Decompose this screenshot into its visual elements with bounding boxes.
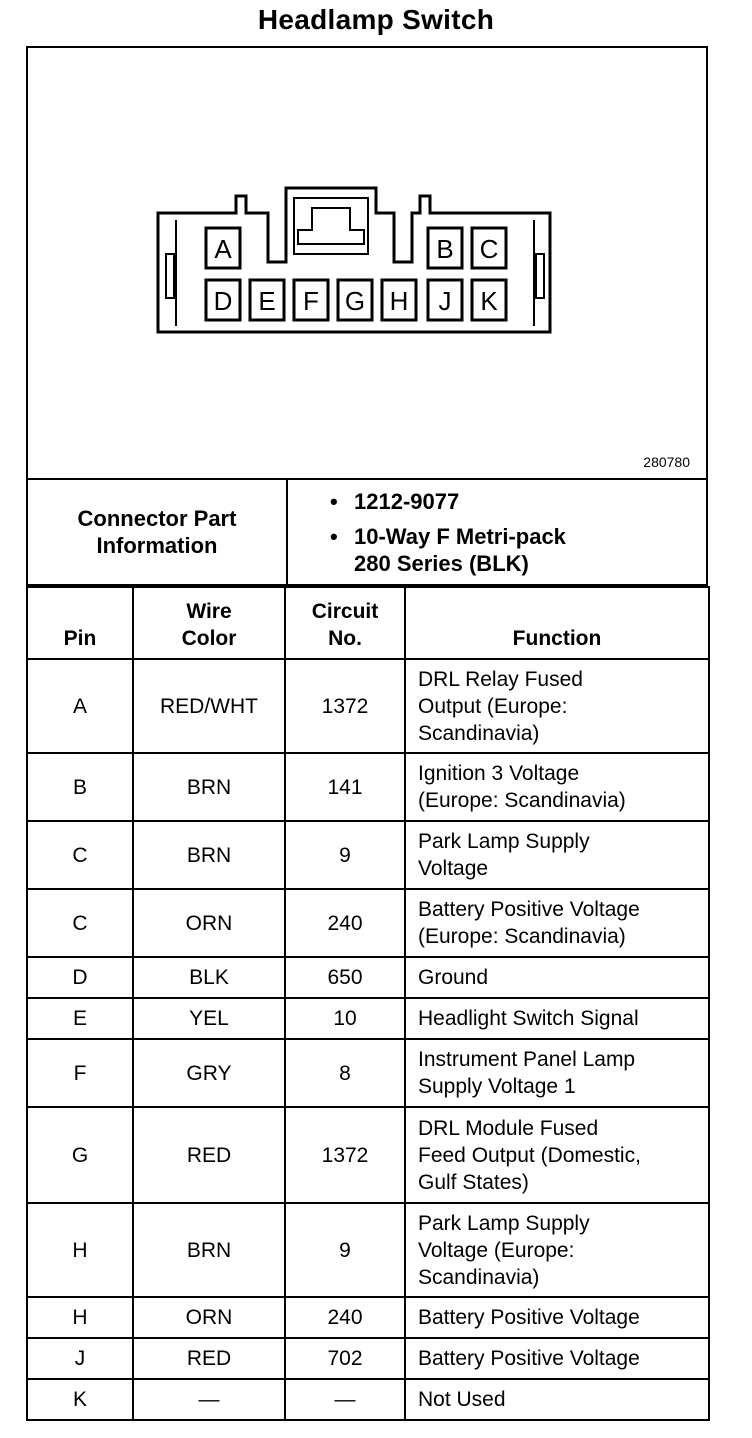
circuit-cell: 240 <box>285 889 405 957</box>
function-cell <box>405 1039 709 1107</box>
circuit-cell: 1372 <box>285 659 405 753</box>
pin-label: J <box>438 286 452 316</box>
function-cell <box>405 889 709 957</box>
table-row <box>27 659 709 753</box>
circuit-cell: 650 <box>285 957 405 998</box>
pin-cell: J <box>27 1338 133 1379</box>
connector-info-section <box>26 480 708 586</box>
pin-cell: F <box>27 1039 133 1107</box>
connector-info-list <box>328 488 698 585</box>
wire-color-cell: BRN <box>133 821 285 889</box>
function-cell <box>405 659 709 753</box>
circuit-cell: 141 <box>285 753 405 821</box>
function-line: Scandinavia) <box>418 1265 540 1289</box>
header-function: Function <box>405 587 709 659</box>
function-cell <box>405 1379 709 1420</box>
pin-label: H <box>389 286 409 316</box>
pin-cell: H <box>27 1297 133 1338</box>
connector-part-number: • 1212-9077 <box>328 488 698 515</box>
wire-color-cell: BRN <box>133 1203 285 1297</box>
function-line: Ignition 3 Voltage <box>418 762 580 785</box>
table-row <box>27 1379 709 1420</box>
pin-label: F <box>303 286 319 316</box>
pin-cell: C <box>27 889 133 957</box>
function-cell <box>405 1203 709 1297</box>
connector-description: • 10-Way F Metri-pack 280 Series (BLK) <box>328 523 698 577</box>
function-cell <box>405 957 709 998</box>
function-line: Battery Positive Voltage <box>418 898 640 921</box>
function-line: Voltage <box>418 857 489 880</box>
table-row <box>27 1039 709 1107</box>
function-line: Battery Positive Voltage <box>418 1306 640 1329</box>
wire-color-cell: RED <box>133 1107 285 1203</box>
circuit-cell: 8 <box>285 1039 405 1107</box>
pin-label: G <box>344 286 366 316</box>
table-row <box>27 1338 709 1379</box>
function-cell <box>405 1107 709 1203</box>
circuit-cell: 9 <box>285 821 405 889</box>
table-row <box>27 753 709 821</box>
function-line: Park Lamp Supply <box>418 1211 590 1235</box>
connector-info-label-line: Information <box>96 533 218 558</box>
function-line: Park Lamp Supply <box>418 830 590 853</box>
function-cell <box>405 821 709 889</box>
pin-label: E <box>258 286 276 316</box>
function-line: Battery Positive Voltage <box>418 1347 640 1370</box>
wire-color-cell: RED <box>133 1338 285 1379</box>
connector-diagram <box>26 46 708 480</box>
table-row <box>27 821 709 889</box>
circuit-cell: 240 <box>285 1297 405 1338</box>
header-circuit-no: Circuit No. <box>285 587 405 659</box>
function-line: Supply Voltage 1 <box>418 1075 576 1098</box>
table-header-row <box>27 587 709 659</box>
circuit-cell: — <box>285 1379 405 1420</box>
function-line: DRL Module Fused <box>418 1116 599 1140</box>
page-title: Headlamp Switch <box>257 4 495 35</box>
function-line: Headlight Switch Signal <box>418 1007 639 1030</box>
function-line: (Europe: Scandinavia) <box>418 925 626 948</box>
function-line: Output (Europe: <box>418 694 568 718</box>
circuit-cell: 702 <box>285 1338 405 1379</box>
pin-cell: K <box>27 1379 133 1420</box>
header-pin: Pin <box>27 587 133 659</box>
table-row <box>27 1107 709 1203</box>
pin-cell: C <box>27 821 133 889</box>
connector-face-drawing <box>28 48 706 478</box>
table-row <box>27 1203 709 1297</box>
function-cell <box>405 1338 709 1379</box>
function-cell <box>405 753 709 821</box>
wire-color-cell: BRN <box>133 753 285 821</box>
header-wire-color: Wire Color <box>133 587 285 659</box>
wire-color-cell: GRY <box>133 1039 285 1107</box>
figure-id: 280780 <box>643 454 690 470</box>
pin-cell: A <box>27 659 133 753</box>
function-line: Gulf States) <box>418 1170 529 1194</box>
wire-color-cell: BLK <box>133 957 285 998</box>
pin-label: K <box>480 286 498 316</box>
function-line: Not Used <box>418 1388 506 1411</box>
function-line: DRL Relay Fused <box>418 667 583 691</box>
circuit-cell: 10 <box>285 998 405 1039</box>
function-line: Ground <box>418 966 489 989</box>
circuit-cell: 1372 <box>285 1107 405 1203</box>
wire-color-cell: — <box>133 1379 285 1420</box>
table-row <box>27 957 709 998</box>
pin-cell: G <box>27 1107 133 1203</box>
table-row <box>27 998 709 1039</box>
function-line: Voltage (Europe: <box>418 1238 575 1262</box>
pin-cell: E <box>27 998 133 1039</box>
circuit-cell: 9 <box>285 1203 405 1297</box>
pinout-table <box>26 586 710 1421</box>
pin-label: D <box>213 286 233 316</box>
table-row <box>27 1297 709 1338</box>
pin-cell: D <box>27 957 133 998</box>
function-line: Instrument Panel Lamp <box>418 1048 636 1071</box>
pin-label: C <box>479 234 499 264</box>
function-cell <box>405 998 709 1039</box>
function-line: Feed Output (Domestic, <box>418 1143 641 1167</box>
function-line: (Europe: Scandinavia) <box>418 789 626 812</box>
pin-cell: B <box>27 753 133 821</box>
wire-color-cell: RED/WHT <box>133 659 285 753</box>
connector-info-label-line: Connector Part <box>77 506 237 531</box>
connector-info-label <box>28 480 288 584</box>
wire-color-cell: ORN <box>133 1297 285 1338</box>
pinout-table-body <box>27 659 709 1420</box>
function-cell <box>405 1297 709 1338</box>
pin-cell: H <box>27 1203 133 1297</box>
pin-label: A <box>214 234 232 264</box>
table-row <box>27 889 709 957</box>
function-line: Scandinavia) <box>418 721 540 745</box>
pin-label: B <box>436 234 454 264</box>
wire-color-cell: YEL <box>133 998 285 1039</box>
wire-color-cell: ORN <box>133 889 285 957</box>
